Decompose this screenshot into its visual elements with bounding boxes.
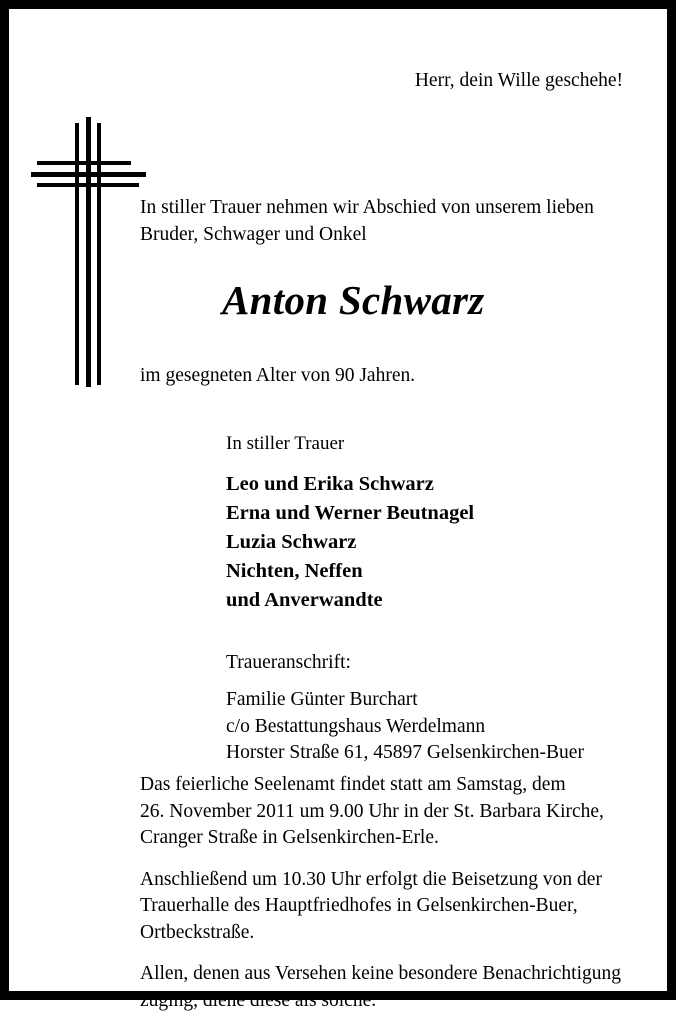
- service-information: [140, 772, 680, 1014]
- address-line: Horster Straße 61, 45897 Gelsenkirchen-Buer: [226, 742, 584, 764]
- mourner-name: und Anverwandte: [226, 589, 383, 612]
- cross-horizontal-middle: [31, 172, 146, 177]
- address-line: Familie Günter Burchart: [226, 689, 418, 711]
- cross-vertical-center: [86, 117, 91, 387]
- service-line: Das feierliche Seelenamt findet statt am Samstag, dem: [140, 774, 566, 795]
- christian-cross-icon: [23, 109, 158, 394]
- service-paragraph-burial: [140, 867, 680, 947]
- mourner-name: Leo und Erika Schwarz: [226, 472, 434, 495]
- mourning-address-heading: Traueranschrift:: [226, 652, 351, 673]
- cross-horizontal-lower: [37, 183, 139, 187]
- service-line: Cranger Straße in Gelsenkirchen-Erle.: [140, 827, 439, 849]
- mourner-name: Luzia Schwarz: [226, 530, 357, 553]
- mourners-list: [226, 470, 646, 616]
- service-line: 26. November 2011 um 9.00 Uhr in der St. Barbara Kirche,: [140, 800, 604, 822]
- mourning-address-lines: [226, 687, 656, 767]
- service-line: Allen, denen aus Versehen keine besondere Benachrichtigung: [140, 963, 622, 985]
- address-line: c/o Bestattungshaus Werdelmann: [226, 715, 486, 737]
- obituary-inner-frame: [9, 9, 667, 1011]
- service-line: Anschließend um 10.30 Uhr erfolgt die Beisetzung von der: [140, 868, 602, 890]
- epitaph-line: Herr, dein Wille geschehe!: [414, 70, 623, 91]
- service-paragraph-mass: [140, 772, 680, 852]
- service-line: Ortbeckstraße.: [140, 921, 255, 943]
- mourners-heading: In stiller Trauer: [226, 433, 345, 454]
- deceased-name: Anton Schwarz: [222, 277, 485, 323]
- service-paragraph-notice: [140, 961, 680, 1014]
- service-line: Trauerhalle des Hauptfriedhofes in Gelsenkirchen-Buer,: [140, 895, 578, 917]
- intro-line-1: In stiller Trauer nehmen wir Abschied von unserem lieben: [140, 197, 594, 218]
- mourner-name: Erna und Werner Beutnagel: [226, 501, 475, 524]
- intro-line-2: Bruder, Schwager und Onkel: [140, 223, 367, 245]
- deceased-age-line: im gesegneten Alter von 90 Jahren.: [140, 365, 416, 386]
- intro-text: [140, 195, 660, 249]
- cross-horizontal-upper: [37, 161, 131, 165]
- mourner-name: Nichten, Neffen: [226, 560, 363, 583]
- service-line: zuging, diene diese als solche.: [140, 989, 377, 1011]
- mourning-address-block: [226, 650, 656, 767]
- mourners-block: [226, 432, 646, 615]
